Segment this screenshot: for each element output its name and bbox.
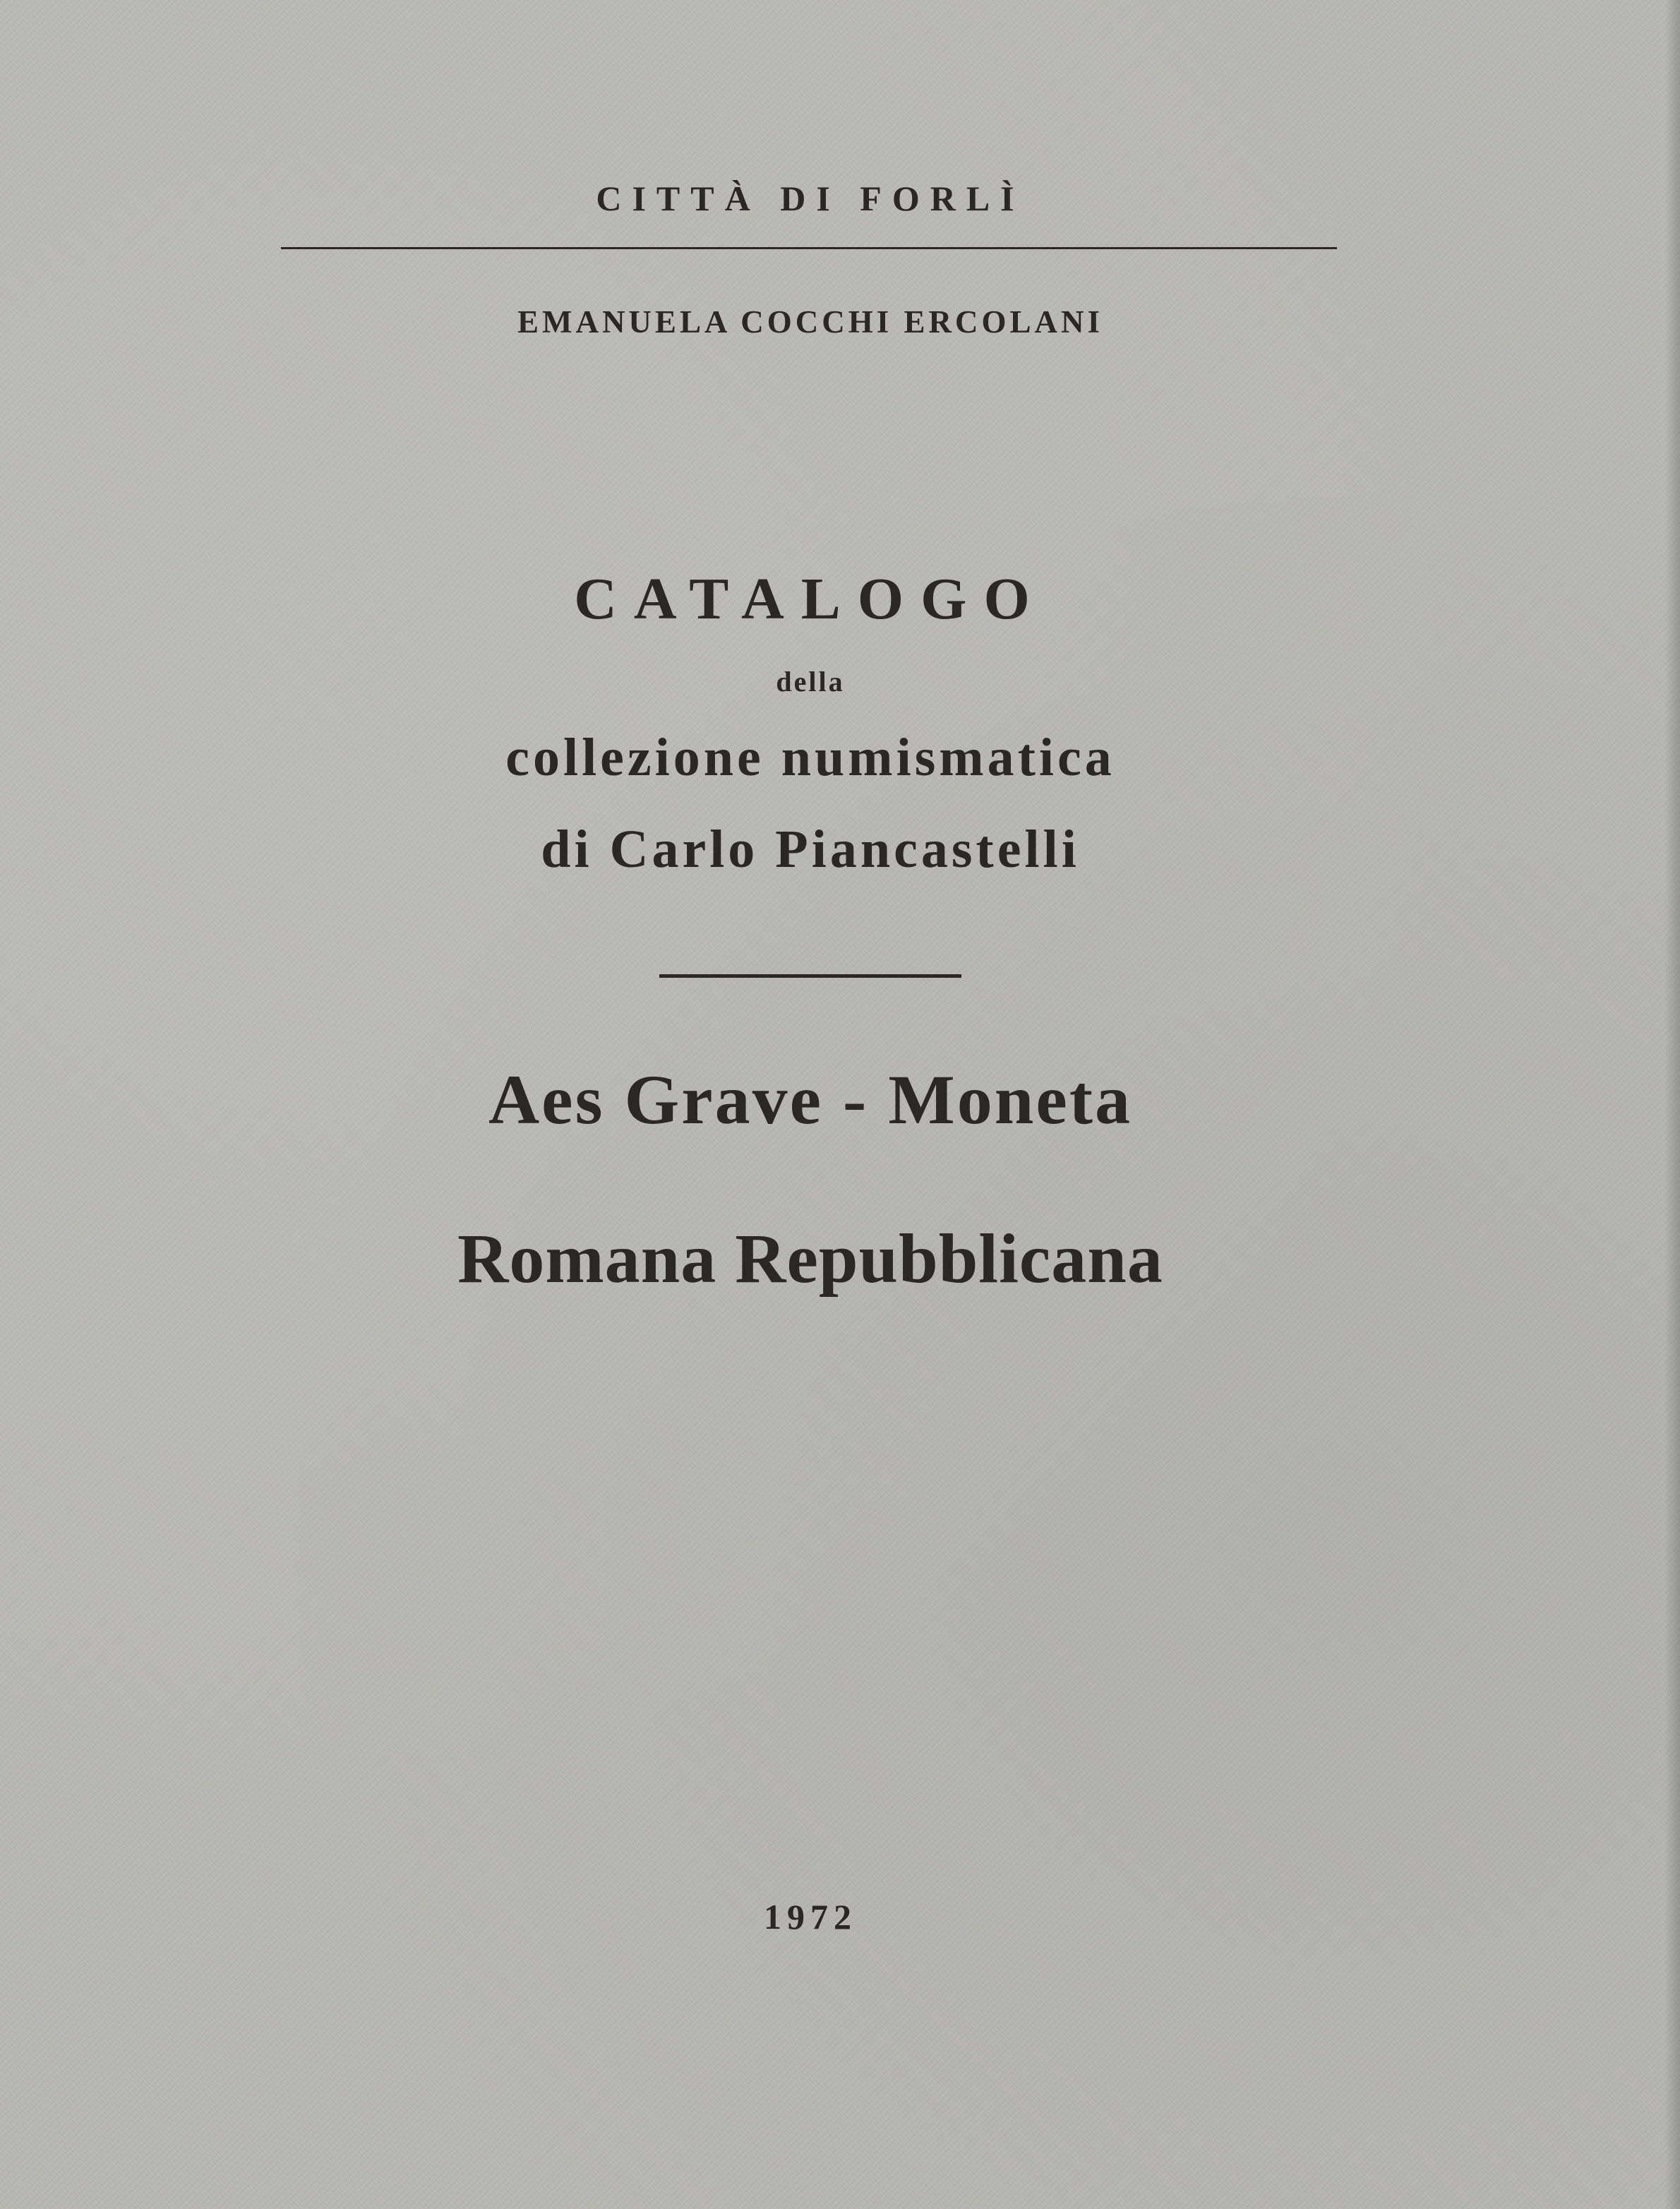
- title-line-1: collezione numismatica: [505, 728, 1115, 787]
- publication-year: 1972: [764, 1897, 857, 1936]
- title-connector: della: [776, 666, 845, 698]
- top-divider: [281, 247, 1337, 249]
- middle-divider: [659, 974, 961, 978]
- author-name: EMANUELA COCCHI ERCOLANI: [517, 304, 1104, 340]
- title-main: CATALOGO: [574, 566, 1047, 632]
- publisher-city: CITTÀ DI FORLÌ: [596, 179, 1025, 218]
- page-edge-shadow: [1664, 0, 1680, 2209]
- subtitle-line-2: Romana Repubblicana: [457, 1219, 1163, 1298]
- subtitle-line-1: Aes Grave - Moneta: [488, 1060, 1133, 1139]
- title-line-2: di Carlo Piancastelli: [541, 820, 1080, 879]
